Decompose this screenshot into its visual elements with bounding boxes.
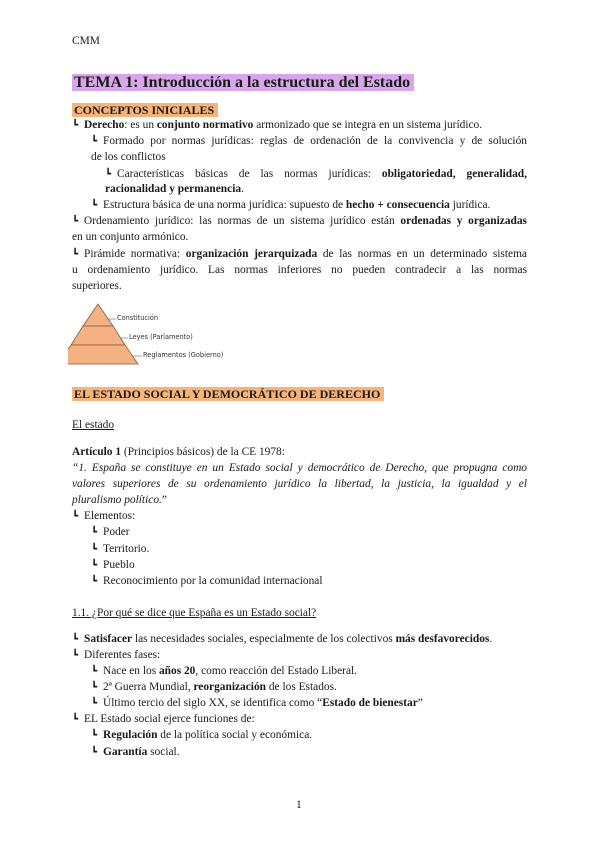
corner-arrow-icon: ┗ xyxy=(72,216,79,227)
piramide-line-1: ┗ Pirámide normativa: organización jerarquizada de las normas en un determinado sistema xyxy=(72,248,527,260)
pyramid-tier-top xyxy=(83,304,113,326)
ordenamiento-line-1: ┗ Ordenamiento jurídico: las normas de un sistema jurídico están ordenadas y organizadas xyxy=(72,215,527,227)
pyramid-tier-middle xyxy=(71,326,125,345)
fases-line: ┗ Diferentes fases: xyxy=(72,649,161,661)
corner-arrow-icon: ┗ xyxy=(72,650,79,661)
estructura-line: ┗ Estructura básica de una norma jurídica: supuesto de hecho + consecuencia jurídica. xyxy=(91,199,491,211)
pyramid-label-leyes: Leyes (Parlamento) xyxy=(129,333,193,341)
corner-arrow-icon: ┗ xyxy=(91,560,98,571)
corner-arrow-icon: ┗ xyxy=(72,249,79,260)
corner-arrow-icon: ┗ xyxy=(91,682,98,693)
fase-item-2: ┗ 2ª Guerra Mundial, reorganización de los Estados. xyxy=(91,681,337,693)
header-initials: CMM xyxy=(72,35,100,47)
pyramid-label-reglamentos: Reglamentos (Gobierno) xyxy=(143,351,224,359)
corner-arrow-icon: ┗ xyxy=(91,527,98,538)
funcion-item-garantia: ┗ Garantía social. xyxy=(91,746,180,758)
piramide-line-2: u ordenamiento jurídico. Las normas inferiores no pueden contradecir a las normas xyxy=(72,264,527,276)
corner-arrow-icon: ┗ xyxy=(72,714,79,725)
pyramid-tier-bottom xyxy=(68,345,138,364)
corner-arrow-icon: ┗ xyxy=(91,136,98,147)
elementos-line: ┗ Elementos: xyxy=(72,510,136,522)
corner-arrow-icon: ┗ xyxy=(91,200,98,211)
page-number: 1 xyxy=(296,799,302,811)
quote-line-3: pluralismo político.” xyxy=(72,494,167,506)
quote-line-1: “1. España se constituye en un Estado social y democrático de Derecho, que propugna como xyxy=(72,462,527,474)
corner-arrow-icon: ┗ xyxy=(105,169,112,180)
elemento-item-poder: ┗ Poder xyxy=(91,526,130,538)
funciones-line: ┗ EL Estado social ejerce funciones de: xyxy=(72,713,255,725)
ordenamiento-line-2: en un conjunto armónico. xyxy=(72,231,189,243)
elemento-item-territorio: ┗ Territorio. xyxy=(91,543,150,555)
quote-line-2: valores superiores de su ordenamiento jurídico la libertad, la justicia, la igualdad y el xyxy=(72,478,527,490)
section-heading-conceptos: CONCEPTOS INICIALES xyxy=(72,101,218,119)
elemento-item-pueblo: ┗ Pueblo xyxy=(91,559,135,571)
elemento-item-reconocimiento: ┗ Reconocimiento por la comunidad internacional xyxy=(91,575,323,587)
corner-arrow-icon: ┗ xyxy=(91,544,98,555)
caracteristicas-line-2: racionalidad y permanencia. xyxy=(105,183,244,195)
piramide-line-3: superiores. xyxy=(72,280,122,292)
caracteristicas-line-1: ┗ Características básicas de las normas jurídicas: obligatoriedad, generalidad, xyxy=(105,168,527,180)
corner-arrow-icon: ┗ xyxy=(91,730,98,741)
corner-arrow-icon: ┗ xyxy=(91,666,98,677)
articulo-line: Artículo 1 (Principios básicos) de la CE 1978: xyxy=(72,446,285,458)
corner-arrow-icon: ┗ xyxy=(72,634,79,645)
corner-arrow-icon: ┗ xyxy=(72,511,79,522)
subheading-el-estado: El estado xyxy=(72,419,115,431)
corner-arrow-icon: ┗ xyxy=(91,698,98,709)
derecho-line: ┗ Derecho: es un conjunto normativo armonizado que se integra en un sistema jurídico. xyxy=(72,119,483,131)
pyramid-label-constitucion: Constitución xyxy=(117,314,159,322)
fase-item-3: ┗ Último tercio del siglo XX, se identifica como “Estado de bienestar” xyxy=(91,697,423,709)
corner-arrow-icon: ┗ xyxy=(72,120,79,131)
normative-pyramid xyxy=(68,300,258,366)
page-title: TEMA 1: Introducción a la estructura del Estado xyxy=(72,72,414,94)
corner-arrow-icon: ┗ xyxy=(91,747,98,758)
formado-line-2: de los conflictos xyxy=(91,151,166,163)
section-heading-estado-social: EL ESTADO SOCIAL Y DEMOCRÁTICO DE DERECHO xyxy=(72,385,384,403)
funcion-item-regulacion: ┗ Regulación de la política social y económica. xyxy=(91,729,313,741)
formado-line-1: ┗ Formado por normas jurídicas: reglas de ordenación de la convivencia y de solución xyxy=(91,135,527,147)
subheading-estado-social-question: 1.1. ¿Por qué se dice que España es un Estado social? xyxy=(72,607,317,619)
corner-arrow-icon: ┗ xyxy=(91,576,98,587)
satisfacer-line: ┗ Satisfacer las necesidades sociales, especialmente de los colectivos más desfavorecidos. xyxy=(72,633,493,645)
fase-item-1: ┗ Nace en los años 20, como reacción del Estado Liberal. xyxy=(91,665,358,677)
